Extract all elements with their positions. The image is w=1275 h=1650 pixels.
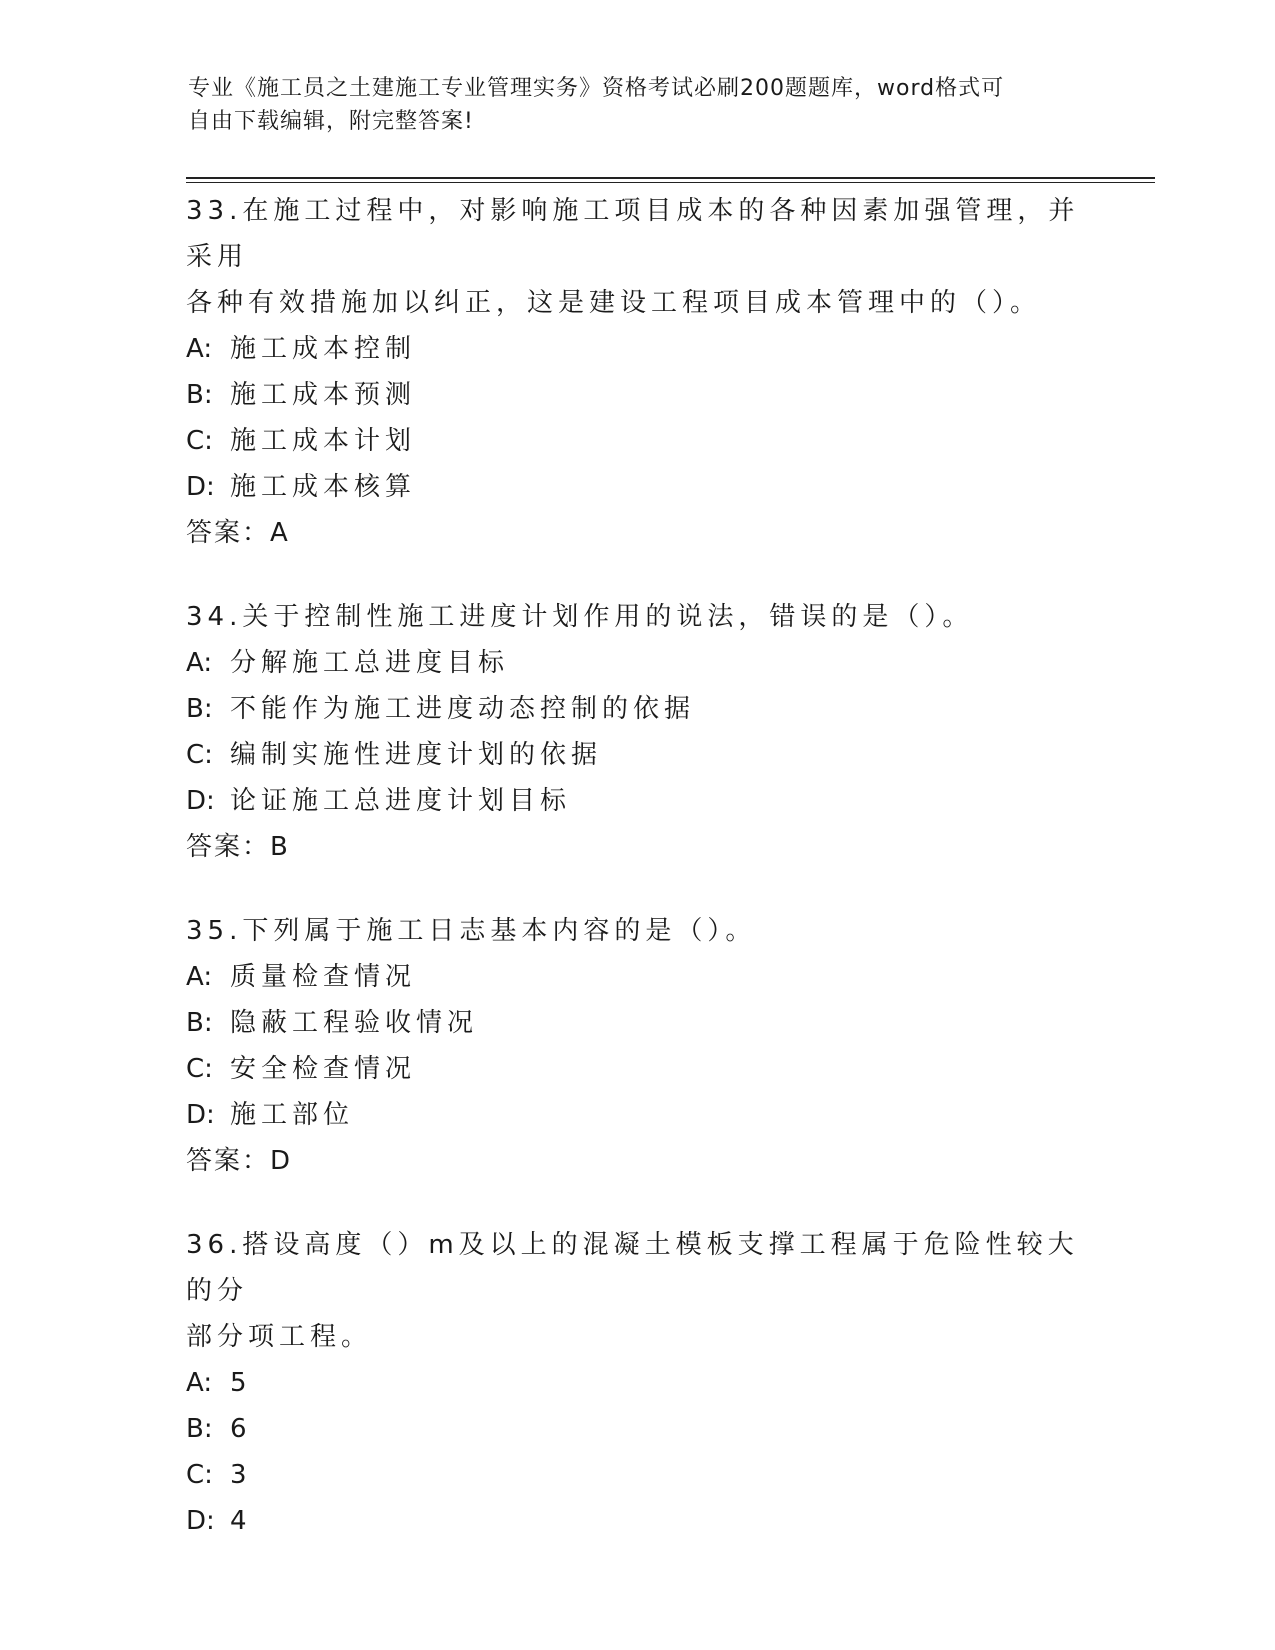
option-text: 3 <box>230 1460 252 1490</box>
option-a <box>186 1360 1086 1406</box>
option-key: B: <box>186 694 213 724</box>
option-text: 隐蔽工程验收情况 <box>230 1008 479 1038</box>
option-key: B: <box>186 1008 213 1038</box>
option-text: 施工成本预测 <box>230 380 417 410</box>
option-b <box>186 372 1086 418</box>
option-key: B: <box>186 380 213 410</box>
header-divider-thick <box>186 177 1155 179</box>
answer-line: 答案：D <box>186 1146 293 1176</box>
header-divider-thin <box>186 182 1155 183</box>
option-key: D: <box>186 472 215 502</box>
option-key: C: <box>186 1054 213 1084</box>
option-c <box>186 418 1086 464</box>
document-header <box>188 72 1088 138</box>
question-36 <box>186 1222 1086 1544</box>
option-text: 分解施工总进度目标 <box>230 648 510 678</box>
option-a <box>186 640 1086 686</box>
option-c <box>186 1452 1086 1498</box>
question-stem-continued: 各种有效措施加以纠正，这是建设工程项目成本管理中的（）。 <box>186 288 1042 318</box>
question-stem: 33.在施工过程中，对影响施工项目成本的各种因素加强管理，并采用 <box>186 196 1080 272</box>
option-text: 6 <box>230 1414 252 1444</box>
option-text: 编制实施性进度计划的依据 <box>230 740 603 770</box>
option-key: A: <box>186 334 213 364</box>
option-a <box>186 954 1086 1000</box>
option-key: B: <box>186 1414 213 1444</box>
option-b <box>186 1000 1086 1046</box>
question-35 <box>186 908 1086 1184</box>
option-key: C: <box>186 426 213 456</box>
question-stem-continued: 部分项工程。 <box>186 1322 373 1352</box>
option-b <box>186 686 1086 732</box>
option-d <box>186 778 1086 824</box>
option-key: A: <box>186 962 213 992</box>
option-key: D: <box>186 786 215 816</box>
option-key: C: <box>186 1460 213 1490</box>
option-key: A: <box>186 648 213 678</box>
header-title-line-1: 专业《施工员之土建施工专业管理实务》资格考试必刷200题题库，word格式可 <box>188 76 1005 101</box>
option-text: 施工成本控制 <box>230 334 417 364</box>
question-stem: 34.关于控制性施工进度计划作用的说法，错误的是（）。 <box>186 602 974 632</box>
option-text: 施工成本核算 <box>230 472 417 502</box>
question-stem: 35.下列属于施工日志基本内容的是（）。 <box>186 916 757 946</box>
option-key: D: <box>186 1100 215 1130</box>
option-d <box>186 1498 1086 1544</box>
option-key: D: <box>186 1506 215 1536</box>
option-c <box>186 1046 1086 1092</box>
option-key: A: <box>186 1368 213 1398</box>
option-text: 论证施工总进度计划目标 <box>230 786 572 816</box>
option-b <box>186 1406 1086 1452</box>
header-title-line-2: 自由下载编辑，附完整答案! <box>188 109 474 134</box>
option-d <box>186 1092 1086 1138</box>
option-text: 5 <box>230 1368 252 1398</box>
option-d <box>186 464 1086 510</box>
option-a <box>186 326 1086 372</box>
option-key: C: <box>186 740 213 770</box>
option-text: 施工成本计划 <box>230 426 417 456</box>
option-c <box>186 732 1086 778</box>
answer-line: 答案：B <box>186 832 290 862</box>
option-text: 安全检查情况 <box>230 1054 417 1084</box>
question-34 <box>186 594 1086 870</box>
answer-line: 答案：A <box>186 518 290 548</box>
question-33 <box>186 188 1086 556</box>
option-text: 质量检查情况 <box>230 962 417 992</box>
option-text: 施工部位 <box>230 1100 355 1130</box>
option-text: 4 <box>230 1506 252 1536</box>
question-list <box>186 188 1086 1582</box>
option-text: 不能作为施工进度动态控制的依据 <box>230 694 696 724</box>
question-stem: 36.搭设高度（）m及以上的混凝土模板支撑工程属于危险性较大的分 <box>186 1230 1079 1306</box>
